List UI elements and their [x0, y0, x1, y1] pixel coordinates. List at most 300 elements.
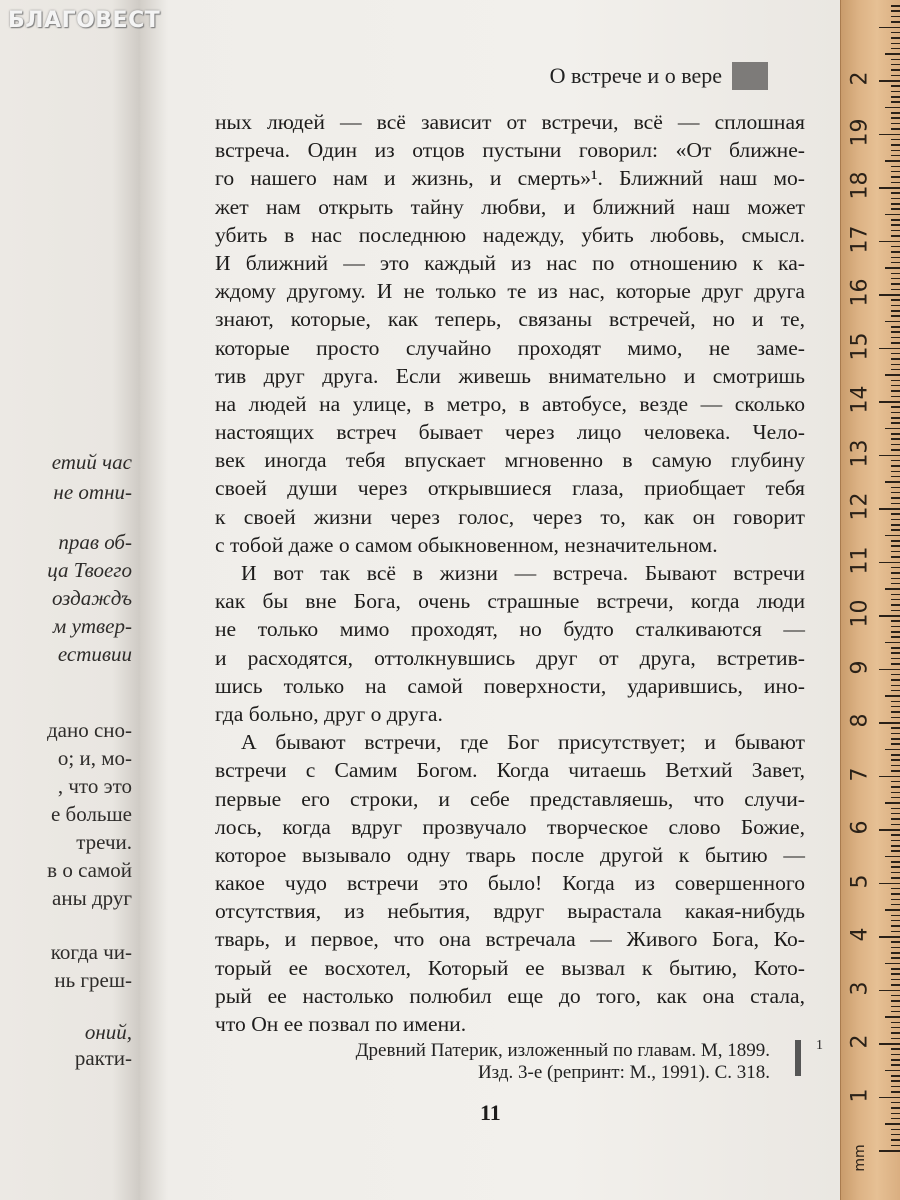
ruler-tick [879, 401, 900, 403]
ruler-number: 11 [847, 546, 873, 574]
text-line [215, 249, 805, 277]
ruler-tick [891, 257, 900, 259]
ruler-tick [879, 722, 900, 724]
ruler-tick [891, 834, 900, 836]
ruler-tick [891, 176, 900, 178]
ruler-tick [891, 166, 900, 168]
ruler-tick [891, 808, 900, 810]
ruler-tick [891, 476, 900, 478]
text-line-content: торый ее восхотел, Который ее вызвал к бытию, Кото- [215, 955, 805, 980]
ruler-tick [891, 701, 900, 703]
ruler-tick [891, 422, 900, 424]
text-line-content: первые его строки, и себе представляешь, что случи- [215, 786, 805, 811]
ruler-tick [891, 171, 900, 173]
text-line-content: встреча. Один из отцов пустыни говорил: «От ближне- [215, 138, 805, 163]
ruler-tick [891, 647, 900, 649]
ruler-tick [891, 578, 900, 580]
ruler-number: 8 [847, 713, 873, 728]
page-number: 11 [480, 1100, 501, 1125]
ruler-tick [885, 1070, 900, 1072]
text-line: гда больно, друг о друга. [215, 701, 443, 726]
text-line-content: на людей на улице, в метро, в автобусе, везде — сколько [215, 391, 805, 416]
text-line [215, 869, 805, 897]
ruler-tick [891, 1091, 900, 1093]
left-page-line: в о самой [47, 858, 132, 882]
ruler-tick [879, 294, 900, 296]
text-line-content: встречи с Самим Богом. Когда читаешь Ветхий Завет, [215, 758, 805, 783]
text-line: с тобой даже о самом обыкновенном, незначительном. [215, 532, 718, 557]
left-page-line: естивии [57, 642, 132, 666]
ruler-tick [891, 128, 900, 130]
left-page-line: м утвер- [52, 614, 132, 638]
ruler-tick [891, 513, 900, 515]
ruler-tick [891, 877, 900, 879]
ruler-tick [891, 984, 900, 986]
ruler-tick [891, 1038, 900, 1040]
ruler-tick [891, 198, 900, 200]
text-line [215, 446, 805, 474]
ruler-tick [891, 792, 900, 794]
left-page-line: когда чи- [50, 940, 132, 964]
paragraph [215, 108, 805, 559]
ruler-tick [891, 754, 900, 756]
ruler-tick [891, 1080, 900, 1082]
text-line-content: И ближний — это каждый из нас по отношению к ка- [215, 250, 805, 275]
left-page-line: не отни- [53, 480, 132, 504]
ruler-tick [891, 1022, 900, 1024]
ruler-tick [891, 385, 900, 387]
ruler-tick [891, 503, 900, 505]
ruler-tick [891, 636, 900, 638]
ruler-tick [891, 139, 900, 141]
text-line [215, 277, 805, 305]
ruler-tick [891, 487, 900, 489]
footnote-line: Древний Патерик, изложенный по главам. М, 1899. [355, 1040, 770, 1061]
ruler-tick [879, 455, 900, 457]
ruler-tick [879, 187, 900, 189]
ruler-tick [891, 663, 900, 665]
ruler-tick [891, 192, 900, 194]
ruler-tick [891, 123, 900, 125]
text-line-content: тив друг друга. Если живешь внимательно и смотришь [215, 363, 805, 388]
text-line [215, 672, 805, 700]
adjacent-page [0, 0, 140, 1200]
ruler-tick [891, 299, 900, 301]
ruler-tick [891, 1086, 900, 1088]
ruler-tick [891, 866, 900, 868]
ruler-tick [891, 358, 900, 360]
ruler-tick [891, 727, 900, 729]
ruler-tick [879, 615, 900, 617]
ruler-tick [885, 481, 900, 483]
text-line [215, 418, 805, 446]
ruler-tick [891, 224, 900, 226]
running-head [550, 62, 768, 90]
ruler-tick [891, 915, 900, 917]
book-page [140, 0, 840, 1200]
text-line-content: настоящих встреч бывает через лицо человека. Чело- [215, 420, 805, 445]
running-head-title: О встрече и о вере [549, 63, 722, 88]
ruler-tick [891, 545, 900, 547]
ruler-tick [891, 85, 900, 87]
ruler-tick [891, 37, 900, 39]
text-line [215, 615, 805, 643]
left-page-line: дано сно- [46, 718, 132, 742]
text-line-content: ждому другому. И не только те из нас, которые друг друга [215, 279, 805, 304]
ruler-number: 5 [847, 874, 873, 888]
ruler-number: 19 [847, 118, 873, 146]
ruler-tick [891, 850, 900, 852]
ruler-tick [891, 390, 900, 392]
text-line [215, 390, 805, 418]
ruler-tick [891, 583, 900, 585]
left-page-line: аны друг [52, 886, 132, 910]
ruler-number: 1 [847, 1088, 873, 1102]
ruler-tick [891, 21, 900, 23]
ruler-tick [885, 107, 900, 109]
ruler-tick [891, 412, 900, 414]
ruler-tick [891, 759, 900, 761]
watermark-logo: БЛАГОВЕСТ [8, 8, 161, 33]
ruler-tick [885, 321, 900, 323]
ruler-tick [879, 241, 900, 243]
text-line [215, 305, 805, 333]
text-line [215, 474, 805, 502]
ruler-tick [885, 214, 900, 216]
text-line: что Он ее позвал по имени. [215, 1012, 467, 1036]
ruler-tick [885, 642, 900, 644]
ruler-tick [879, 776, 900, 778]
ruler-tick [891, 155, 900, 157]
ruler-tick [891, 91, 900, 93]
ruler-tick [891, 497, 900, 499]
ruler-tick [891, 331, 900, 333]
ruler-number: 12 [847, 492, 873, 521]
ruler-number: 6 [847, 820, 873, 835]
ruler-tick [891, 540, 900, 542]
left-page-line: о; и, мо- [57, 746, 132, 770]
ruler-number: 4 [847, 927, 873, 942]
ruler-tick [891, 283, 900, 285]
ruler-tick [891, 845, 900, 847]
ruler-tick [891, 931, 900, 933]
body-text [215, 108, 805, 1038]
ruler-tick [891, 888, 900, 890]
text-line-content: отсутствия, из небытия, вдруг вырастала какая-нибудь [215, 899, 805, 924]
measuring-ruler [840, 0, 900, 1200]
ruler-tick [885, 963, 900, 965]
text-line [215, 503, 805, 531]
ruler-tick [891, 1129, 900, 1131]
ruler-tick [891, 182, 900, 184]
ruler-tick [891, 957, 900, 959]
ruler-tick [891, 1006, 900, 1008]
ruler-tick [891, 679, 900, 681]
text-line [215, 164, 805, 192]
ruler-number: 14 [847, 385, 873, 414]
ruler-tick [891, 246, 900, 248]
ruler-tick [891, 652, 900, 654]
ruler-tick [891, 717, 900, 719]
ruler-tick [879, 1150, 900, 1152]
left-page-line: оздаждъ [51, 586, 132, 610]
text-line [215, 841, 805, 869]
text-line [215, 334, 805, 362]
text-line [215, 362, 805, 390]
ruler-tick [891, 1075, 900, 1077]
ruler-tick [891, 818, 900, 820]
ruler-tick [891, 738, 900, 740]
ruler-tick [891, 406, 900, 408]
ruler-tick [891, 471, 900, 473]
ruler-tick [891, 235, 900, 237]
ruler-tick [891, 380, 900, 382]
text-line [215, 982, 805, 1010]
ruler-tick [891, 278, 900, 280]
ruler-tick [891, 444, 900, 446]
ruler-tick [891, 1048, 900, 1050]
ruler-tick [891, 1027, 900, 1029]
ruler-tick [891, 765, 900, 767]
ruler-tick [891, 1032, 900, 1034]
ruler-tick [891, 460, 900, 462]
ruler-tick [891, 813, 900, 815]
text-line-content: своей души через открывшиеся глаза, приобщает тебя [215, 476, 805, 501]
ruler-number: 18 [847, 171, 873, 200]
ruler-tick [885, 428, 900, 430]
paragraph [215, 728, 805, 1038]
ruler-tick [891, 43, 900, 45]
left-page-line: оний, [84, 1020, 132, 1044]
ruler-tick [879, 990, 900, 992]
text-line-content: какое чудо встречи это было! Когда из совершенного [215, 871, 805, 896]
ruler-tick [891, 32, 900, 34]
ruler-tick [891, 69, 900, 71]
ruler-tick [891, 1139, 900, 1141]
text-line [215, 193, 805, 221]
ruler-number: 3 [847, 981, 873, 995]
ruler-tick [879, 508, 900, 510]
ruler-tick [891, 524, 900, 526]
footnote [250, 1040, 770, 1084]
ruler-tick [885, 588, 900, 590]
ruler-tick [891, 101, 900, 103]
ruler-tick [891, 112, 900, 114]
ruler-tick [879, 669, 900, 671]
ruler-tick [891, 519, 900, 521]
ruler-tick [891, 337, 900, 339]
ruler-tick [885, 1123, 900, 1125]
ruler-number: 17 [847, 225, 873, 253]
left-page-line: етий час [51, 450, 132, 474]
ruler-tick [891, 1054, 900, 1056]
ruler-tick [879, 562, 900, 564]
text-line-content: и расходятся, оттолкнувшись друг от друга, встретив- [215, 645, 805, 670]
ruler-tick [891, 251, 900, 253]
ruler-tick [879, 1097, 900, 1099]
text-line [215, 756, 805, 784]
ruler-tick [891, 203, 900, 205]
ruler-tick [891, 1134, 900, 1136]
ruler-tick [891, 979, 900, 981]
text-line [215, 136, 805, 164]
ruler-unit-label: mm [852, 1144, 868, 1172]
ruler-tick [891, 529, 900, 531]
ruler-tick [891, 396, 900, 398]
paragraph [215, 559, 805, 728]
footnote-mark: 1 [816, 1038, 823, 1053]
text-line [215, 728, 805, 756]
ruler-tick [891, 594, 900, 596]
ruler-number: 9 [847, 660, 873, 674]
ruler-tick [891, 781, 900, 783]
ruler-tick [891, 631, 900, 633]
ruler-tick [891, 1107, 900, 1109]
ruler-number: 2 [847, 1034, 873, 1049]
ruler-tick [891, 904, 900, 906]
ruler-tick [891, 208, 900, 210]
ruler-tick [885, 160, 900, 162]
text-line-content: А бывают встречи, где Бог присутствует; и бывают [241, 730, 805, 755]
text-line-content: которое вызывало одну тварь после другой к бытию — [215, 842, 805, 867]
ruler-tick [885, 749, 900, 751]
ruler-tick [891, 315, 900, 317]
ruler-tick [885, 374, 900, 376]
ruler-tick [891, 968, 900, 970]
ruler-tick [891, 861, 900, 863]
ruler-tick [891, 947, 900, 949]
text-line [215, 925, 805, 953]
ruler-tick [891, 690, 900, 692]
ruler-tick [891, 1000, 900, 1002]
ruler-tick [891, 262, 900, 264]
ruler-tick [891, 743, 900, 745]
ruler-tick [891, 364, 900, 366]
text-line [215, 108, 805, 136]
left-page-line: тречи. [76, 830, 132, 854]
ruler-tick [879, 80, 900, 82]
ruler-tick [891, 492, 900, 494]
ruler-tick [891, 433, 900, 435]
text-line-content: не только мимо проходят, но будто сталкиваются — [215, 617, 805, 642]
ruler-tick [891, 5, 900, 7]
ruler-tick [891, 824, 900, 826]
text-line-content: век иногда тебя впускает мгновенно в самую глубину [215, 448, 805, 473]
ruler-tick [891, 48, 900, 50]
ruler-tick [891, 75, 900, 77]
ruler-tick [891, 626, 900, 628]
ruler-tick [891, 449, 900, 451]
text-line-content: которые просто случайно проходят мимо, не заме- [215, 335, 805, 360]
ruler-tick [891, 273, 900, 275]
ruler-tick [891, 797, 900, 799]
ruler-tick [891, 610, 900, 612]
ruler-tick [879, 936, 900, 938]
left-page-line: нь греш- [54, 968, 132, 992]
left-page-line: ракти- [74, 1046, 132, 1070]
text-line-content: шись только на самой поверхности, ударившись, ино- [215, 673, 805, 698]
ruler-tick [891, 1064, 900, 1066]
ruler-tick [879, 883, 900, 885]
ruler-tick [885, 909, 900, 911]
ruler-tick [891, 96, 900, 98]
text-line-content: как бы вне Бога, очень страшные встречи, когда люди [215, 589, 805, 614]
text-line-content: рый ее настолько полюбил еще до того, как она стала, [215, 983, 805, 1008]
ruler-tick [885, 802, 900, 804]
ruler-tick [891, 1011, 900, 1013]
footnote-line: Изд. 3-е (репринт: М., 1991). С. 318. [477, 1062, 770, 1083]
left-page-line: ца Твоего [47, 558, 132, 582]
ruler-tick [891, 620, 900, 622]
ruler-tick [891, 973, 900, 975]
ruler-tick [891, 685, 900, 687]
ruler-tick [891, 59, 900, 61]
text-line-content: знают, которые, как теперь, связаны встречей, но и те, [215, 307, 805, 332]
ruler-tick [891, 572, 900, 574]
ruler-tick [891, 872, 900, 874]
ruler-tick [891, 310, 900, 312]
left-page-line: прав об- [58, 530, 132, 554]
ruler-tick [891, 604, 900, 606]
footnote-bar [795, 1040, 801, 1076]
text-line-content: ных людей — всё зависит от встречи, всё — сплошная [215, 110, 805, 134]
ruler-tick [891, 925, 900, 927]
ruler-tick [879, 829, 900, 831]
ruler-tick [891, 674, 900, 676]
ruler-number: 10 [847, 599, 873, 628]
left-page-line: , что это [57, 774, 132, 798]
ruler-tick [891, 305, 900, 307]
ruler-number: 2 [847, 71, 873, 86]
ruler-tick [885, 267, 900, 269]
ruler-tick [891, 952, 900, 954]
ruler-tick [891, 1145, 900, 1147]
ruler-tick [891, 144, 900, 146]
ruler-tick [891, 995, 900, 997]
ruler-tick [891, 706, 900, 708]
text-line [215, 954, 805, 982]
ruler-tick [891, 1113, 900, 1115]
ruler-tick [891, 567, 900, 569]
ruler-tick [891, 353, 900, 355]
ruler-tick [891, 893, 900, 895]
ruler-tick [891, 230, 900, 232]
ruler-tick [891, 150, 900, 152]
text-line-content: го нашего нам и жизнь, и смерть»¹. Ближний наш мо- [215, 166, 805, 191]
left-page-line: е больше [50, 802, 132, 826]
ruler-tick [891, 556, 900, 558]
ruler-number: 7 [847, 767, 873, 781]
ruler-tick [885, 535, 900, 537]
ruler-tick [879, 348, 900, 350]
ruler-tick [891, 369, 900, 371]
ruler-tick [891, 289, 900, 291]
running-head-marker [732, 62, 768, 90]
ruler-tick [891, 1059, 900, 1061]
text-line [215, 813, 805, 841]
ruler-tick [879, 1043, 900, 1045]
ruler-tick [891, 551, 900, 553]
ruler-tick [879, 27, 900, 29]
ruler-number: 13 [847, 439, 873, 467]
text-line-content: тварь, и первое, что она встречала — Живого Бога, Ко- [215, 927, 805, 952]
ruler-tick [885, 856, 900, 858]
ruler-tick [891, 10, 900, 12]
ruler-tick [891, 599, 900, 601]
text-line-content: И вот так всё в жизни — встреча. Бывают встречи [241, 561, 805, 585]
ruler-tick [891, 658, 900, 660]
ruler-tick [891, 438, 900, 440]
